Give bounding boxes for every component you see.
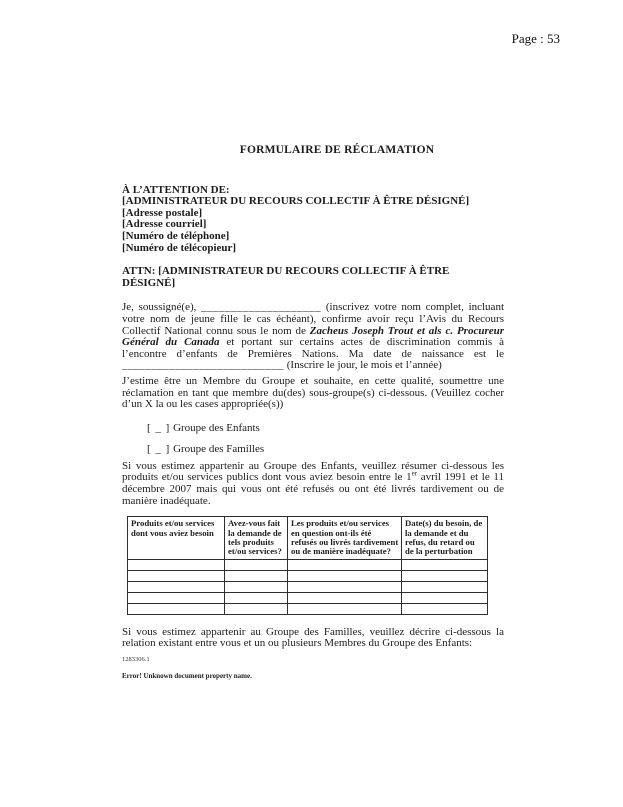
claims-table-empty-cell[interactable] <box>128 581 225 592</box>
ordinal-superscript: er <box>411 469 418 478</box>
full-name-blank-field[interactable]: ____________________ <box>201 301 322 314</box>
postal-address-placeholder: [Adresse postale] <box>122 206 203 219</box>
header-request-made: Avez-vous fait la demande de tels produits et/ou services? <box>225 517 288 560</box>
checkbox-line-families-group <box>147 444 504 456</box>
attention-heading: À L’ATTENTION DE: <box>122 183 230 196</box>
claims-table <box>127 516 488 615</box>
children-intro-text-1: Si vous estimez appartenir au Groupe des Enfants, veuillez résumer ci-dessous les produits et/ou services publics dont vous aviez besoin entre le 1 <box>122 459 504 484</box>
claims-table-empty-cell[interactable] <box>225 570 288 581</box>
fax-number-placeholder: [Numéro de télécopieur] <box>122 241 237 254</box>
claims-table-empty-cell[interactable] <box>402 559 488 570</box>
identity-paragraph <box>122 302 504 372</box>
email-address-placeholder: [Adresse courriel] <box>122 218 207 231</box>
claims-table-empty-cell[interactable] <box>128 592 225 603</box>
claims-table-empty-cell[interactable] <box>225 603 288 614</box>
claims-table-empty-cell[interactable] <box>402 581 488 592</box>
membership-paragraph: J’estime être un Membre du Groupe et souhaite, en cette qualité, soumettre une réclamation en tant que membre du(des) sous-groupe(s) ci-dessous. (Veuillez cocher d’un X la ou les cases appropriée(s)) <box>122 374 504 411</box>
header-products-needed: Produits et/ou services dont vous aviez besoin <box>128 517 225 560</box>
phone-number-placeholder: [Numéro de téléphone] <box>122 229 230 242</box>
identity-text-1: Je, soussigné(e), <box>122 301 202 314</box>
claims-table-empty-cell[interactable] <box>128 603 225 614</box>
families-group-instructions: Si vous estimez appartenir au Groupe des Familles, veuillez décrire ci-dessous la relation existant entre vous et un ou plusieurs Membres du Groupe des Enfants: <box>122 625 504 650</box>
children-group-instructions <box>122 461 504 507</box>
claims-table-empty-row <box>128 581 488 592</box>
attention-block <box>122 185 504 255</box>
children-group-checkbox[interactable]: [ _ ] <box>147 421 171 434</box>
checkbox-line-children-group <box>147 423 504 435</box>
header-refused-or-delayed: Les produits et/ou services en question ont-ils été refusés ou livrés tardivement ou de manière inadéquate? <box>288 517 402 560</box>
document-property-error: Error! Unknown document property name. <box>122 672 252 680</box>
page-number: Page : 53 <box>511 31 560 46</box>
claims-table-empty-cell[interactable] <box>288 570 402 581</box>
attn-line: ATTN: [ADMINISTRATEUR DU RECOURS COLLECTIF À ÊTRE DÉSIGNÉ] <box>122 265 450 289</box>
claims-table-empty-cell[interactable] <box>402 603 488 614</box>
claims-table-empty-row <box>128 592 488 603</box>
children-intro-text-2: avril 1991 et le 11 décembre 2007 mais qui vous ont été refusés ou ont été livrés tardivement ou de manière inadéquate. <box>122 471 504 507</box>
claims-table-empty-cell[interactable] <box>288 592 402 603</box>
form-title: FORMULAIRE DE RÉCLAMATION <box>239 144 435 156</box>
claims-table-empty-cell[interactable] <box>128 559 225 570</box>
claims-table-header-row <box>128 517 488 560</box>
claims-table-empty-cell[interactable] <box>402 592 488 603</box>
families-group-checkbox[interactable]: [ _ ] <box>147 443 171 456</box>
claims-table-empty-cell[interactable] <box>288 559 402 570</box>
document-content <box>122 145 504 650</box>
claims-table-empty-cell[interactable] <box>288 581 402 592</box>
document-number: 1283306.1 <box>122 656 150 663</box>
case-name: Zacheus Joseph Trout et als c. Procureur Général du Canada <box>122 324 505 349</box>
claims-table-empty-row <box>128 559 488 570</box>
children-group-label: Groupe des Enfants <box>173 421 260 434</box>
claims-table-empty-cell[interactable] <box>128 570 225 581</box>
administrator-placeholder: [ADMINISTRATEUR DU RECOURS COLLECTIF À ÊTRE DÉSIGNÉ] <box>122 195 470 208</box>
identity-text-2: (inscrivez votre nom complet, incluant votre nom de jeune fille le cas échéant), confirme avoir reçu l’Avis du Recours Collectif National connu sous le nom de <box>122 301 504 337</box>
identity-text-4: (Inscrire le jour, le mois et l’année) <box>284 359 442 372</box>
claims-table-empty-row <box>128 603 488 614</box>
header-dates: Date(s) du besoin, de la demande et du refus, du retard ou de la perturbation <box>402 517 488 560</box>
claims-table-body <box>128 559 488 614</box>
claims-table-empty-cell[interactable] <box>402 570 488 581</box>
identity-text-3: et portant sur certains actes de discrimination commis à l’encontre d’enfants de Premières Nations. Ma date de naissance est le <box>122 336 504 360</box>
claims-table-empty-cell[interactable] <box>225 592 288 603</box>
birth-date-blank-field[interactable]: ___________________________ <box>122 359 284 372</box>
claims-table-empty-cell[interactable] <box>225 559 288 570</box>
families-group-label: Groupe des Familles <box>173 443 265 456</box>
claims-table-empty-row <box>128 570 488 581</box>
claims-table-empty-cell[interactable] <box>288 603 402 614</box>
claims-table-empty-cell[interactable] <box>225 581 288 592</box>
